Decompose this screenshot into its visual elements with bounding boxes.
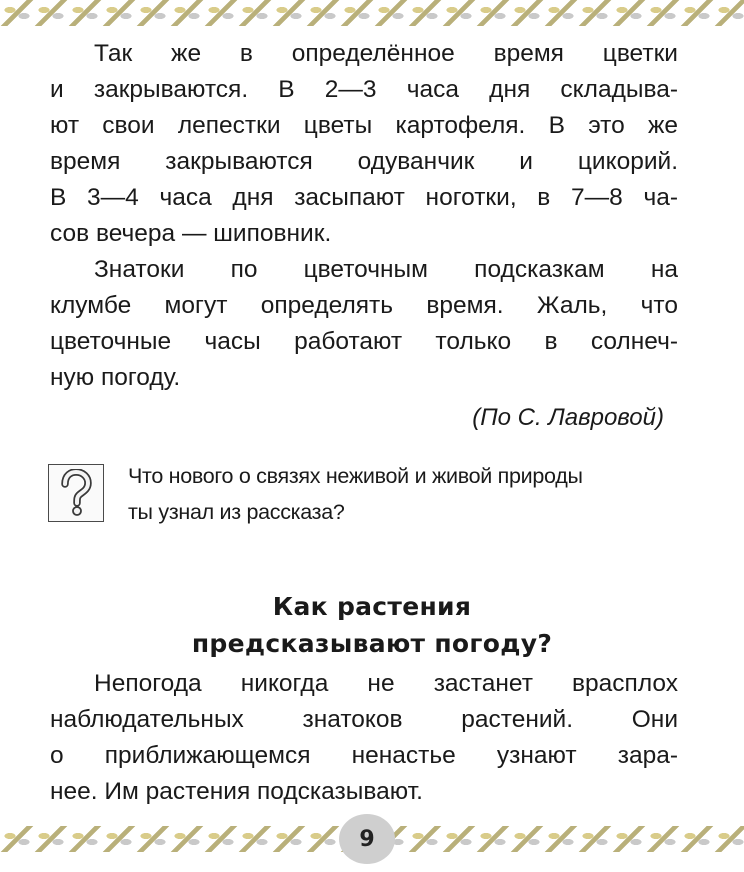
text-line: В 3—4 часа дня засыпают ноготки, в 7—8 ча-	[50, 184, 678, 211]
text-line: и закрываются. В 2—3 часа дня складыва-	[50, 76, 678, 103]
question-text	[128, 458, 698, 530]
text-line: нее. Им растения подсказывают.	[50, 778, 423, 805]
source-attribution: (По С. Лавровой)	[472, 404, 664, 431]
text-line: Знатоки по цветочным подсказкам на	[94, 256, 678, 283]
paragraph-weather-prediction	[50, 666, 678, 810]
text-line: о приближающемся ненастье узнают зара-	[50, 742, 678, 769]
text-line: цветочные часы работают только в солнеч-	[50, 328, 678, 355]
text-line: Так же в определённое время цветки	[94, 40, 678, 67]
page-number: 9	[339, 814, 395, 864]
question-line: Что нового о связях неживой и живой природы	[128, 464, 583, 488]
heading-line: Как растения	[272, 592, 472, 621]
text-line: сов вечера — шиповник.	[50, 220, 332, 247]
paragraph-flower-clock	[50, 252, 678, 396]
question-mark-icon	[56, 469, 96, 517]
text-line: клумбе могут определять время. Жаль, что	[50, 292, 678, 319]
text-line: ную погоду.	[50, 364, 181, 391]
section-heading	[0, 588, 744, 662]
text-line: наблюдательных знатоков растений. Они	[50, 706, 678, 733]
question-box	[48, 464, 104, 522]
text-line: ют свои лепестки цветы картофеля. В это же	[50, 112, 678, 139]
text-line: Непогода никогда не застанет врасплох	[94, 670, 678, 697]
question-line: ты узнал из рассказа?	[128, 500, 345, 524]
heading-line: предсказывают погоду?	[191, 629, 553, 658]
top-ornament-border	[0, 0, 744, 26]
paragraph-flower-closing	[50, 36, 678, 252]
text-line: время закрываются одуванчик и цикорий.	[50, 148, 678, 175]
